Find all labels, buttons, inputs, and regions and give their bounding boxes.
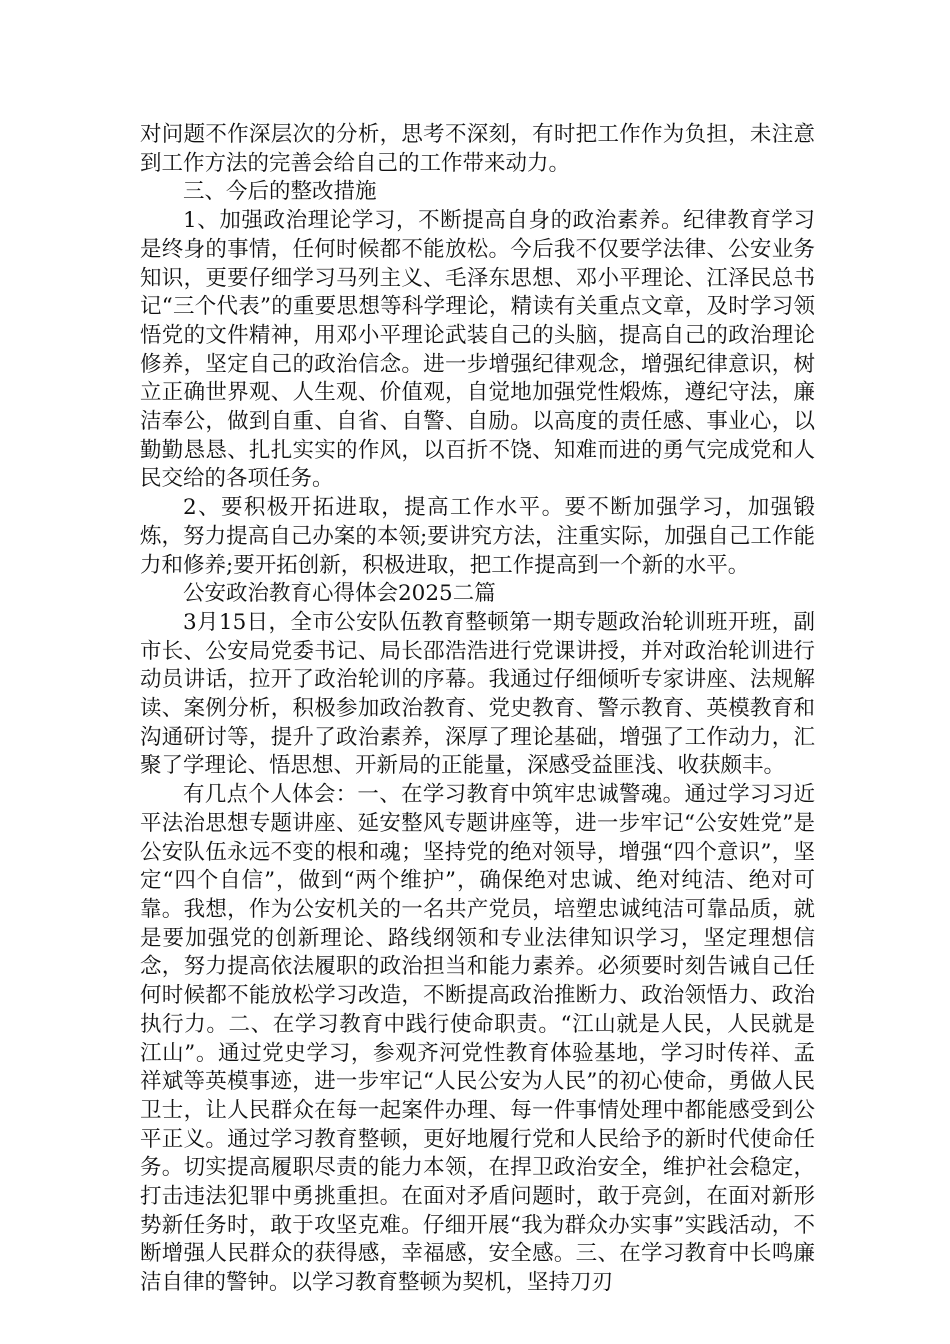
document-body: [140, 121, 815, 1298]
paragraph-measure-2: 2、要积极开拓进取，提高工作水平。要不断加强学习，加强锻炼，努力提高自己办案的本领;要讲究方法，注重实际，加强自己工作能力和修养;要开拓创新，积极进取，把工作提高到一个新的水平。: [140, 495, 815, 578]
paragraph-1: 对问题不作深层次的分析，思考不深刻，有时把工作作为负担，未注意到工作方法的完善会给自己的工作带来动力。: [140, 122, 815, 176]
section-heading-rectification: 三、今后的整改措施: [183, 179, 377, 205]
article-title-second: 公安政治教育心得体会2025二篇: [183, 581, 496, 607]
paragraph-personal-experience: 有几点个人体会：一、在学习教育中筑牢忠诚警魂。通过学习习近平法治思想专题讲座、延安整风专题讲座等，进一步牢记“公安姓党”是公安队伍永远不变的根和魂；坚持党的绝对领导，增强“四个意识”，坚定“四个自信”，做到“两个维护”，确保绝对忠诚、绝对纯洁、绝对可靠。我想，作为公安机关的一名共产党员，培塑忠诚纯洁可靠品质，就是要加强党的创新理论、路线纲领和专业法律知识学习，坚定理想信念，努力提高依法履职的政治担当和能力素养。必须要时刻告诫自己任何时候都不能放松学习改造，不断提高政治推断力、政治领悟力、政治执行力。二、在学习教育中践行使命职责。“江山就是人民，人民就是江山”。通过党史学习，参观齐河党性教育体验基地，学习时传祥、孟祥斌等英模事迹，进一步牢记“人民公安为人民”的初心使命，勇做人民卫士，让人民群众在每一起案件办理、每一件事情处理中都能感受到公平正义。通过学习教育整顿，更好地履行党和人民给予的新时代使命任务。切实提高履职尽责的能力本领，在捍卫政治安全，维护社会稳定，打击违法犯罪中勇挑重担。在面对矛盾问题时，敢于亮剑，在面对新形势新任务时，敢于攻坚克难。仔细开展“我为群众办实事”实践活动，不断增强人民群众的获得感，幸福感，安全感。三、在学习教育中长鸣廉洁自律的警钟。以学习教育整顿为契机，坚持刀刃: [140, 782, 815, 1296]
paragraph-training-intro: 3月15日，全市公安队伍教育整顿第一期专题政治轮训班开班，副市长、公安局党委书记、局长邵浩浩进行党课讲授，并对政治轮训进行动员讲话，拉开了政治轮训的序幕。我通过仔细倾听专家讲座、法规解读、案例分析，积极参加政治教育、党史教育、警示教育、英模教育和沟通研讨等，提升了政治素养，深厚了理论基础，增强了工作动力，汇聚了学理论、悟思想、开新局的正能量，深感受益匪浅、收获颇丰。: [140, 609, 815, 779]
paragraph-measure-1: 1、加强政治理论学习，不断提高自身的政治素养。纪律教育学习是终身的事情，任何时候都不能放松。今后我不仅要学法律、公安业务知识，更要仔细学习马列主义、毛泽东思想、邓小平理论、江泽民总书记“三个代表”的重要思想等科学理论，精读有关重点文章，及时学习领悟党的文件精神，用邓小平理论武装自己的头脑，提高自己的政治理论修养，坚定自己的政治信念。进一步增强纪律观念，增强纪律意识，树立正确世界观、人生观、价值观，自觉地加强党性煅炼，遵纪守法，廉洁奉公，做到自重、自省、自警、自励。以高度的责任感、事业心，以勤勤恳恳、扎扎实实的作风，以百折不饶、知难而进的勇气完成党和人民交给的各项任务。: [140, 208, 815, 492]
